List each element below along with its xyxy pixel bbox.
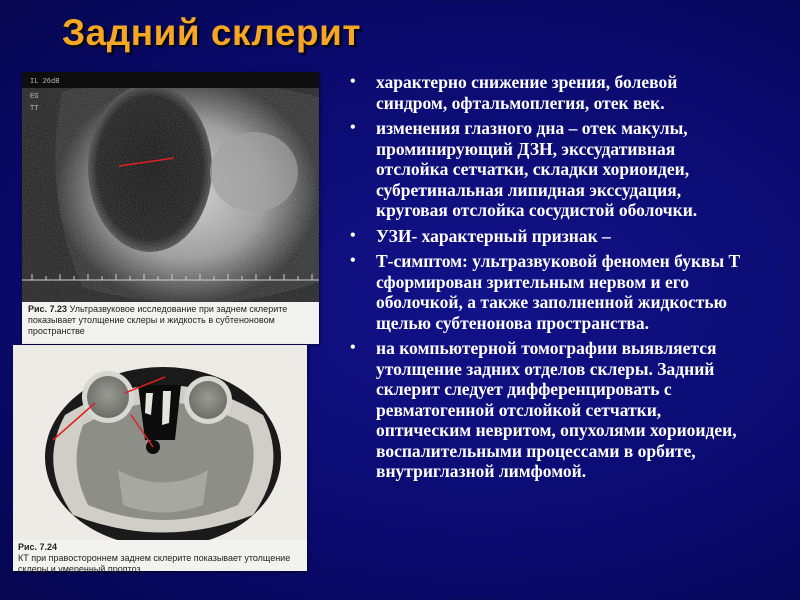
ct-caption-label: Рис. 7.24 — [18, 542, 58, 552]
bullet-list — [346, 72, 746, 487]
ultrasound-caption-label: Рис. 7.23 — [28, 304, 68, 314]
bullet-marker: • — [350, 119, 356, 136]
ct-figure — [13, 345, 307, 574]
bullet-marker: • — [350, 73, 356, 90]
ultrasound-caption — [28, 304, 314, 337]
ultrasound-image — [22, 72, 319, 302]
bullet-item — [346, 118, 746, 221]
ultrasound-overlay-text-2: EG — [30, 93, 39, 101]
bullet-text: на компьютерной томографии выявляется утолщение задних отделов склеры. Задний склерит следует дифференцировать с ревматогенной отслойкой сетчатки, оптическим невритом, опухолями хориоидеи, воспалительными процессами в орбите, внутриглазной лимфомой. — [376, 338, 737, 481]
bullet-text: УЗИ- характерный признак – — [376, 225, 611, 246]
ultrasound-overlay-text-1: IL 26dB — [30, 78, 60, 86]
ct-caption — [18, 542, 304, 575]
bullet-marker: • — [350, 339, 356, 356]
bullet-text: характерно снижение зрения, болевой синдром, офтальмоплегия, отек век. — [376, 72, 678, 113]
ultrasound-overlay-text-3: TT — [30, 105, 39, 113]
bullet-item — [346, 251, 746, 333]
bullet-text: изменения глазного дна – отек макулы, проминирующий ДЗН, экссудативная отслойка сетчатки, складки хориоидеи, субретинальная липидная экссудация, круговая отслойка сосудистой оболочки. — [376, 118, 698, 220]
bullet-item — [346, 226, 746, 247]
ct-caption-text: КТ при правостороннем заднем склерите показывает утолщение склеры и умеренный проптоз — [18, 553, 291, 574]
bullet-item — [346, 338, 746, 482]
bullet-marker: • — [350, 252, 356, 269]
bullet-text: Т-симптом: ультразвуковой феномен буквы Т сформирован зрительным нервом и его оболочкой, а также заполненной жидкостью щелью субтенонова пространства. — [376, 251, 741, 333]
bullet-marker: • — [350, 226, 356, 244]
bullet-item — [346, 72, 746, 113]
ultrasound-figure — [22, 72, 319, 344]
ct-image — [13, 345, 307, 540]
ultrasound-caption-text: Ультразвуковое исследование при заднем склерите показывает утолщение склеры и жидкость в субтеноновом пространстве — [28, 304, 288, 336]
slide-title: Задний склерит — [62, 12, 361, 53]
